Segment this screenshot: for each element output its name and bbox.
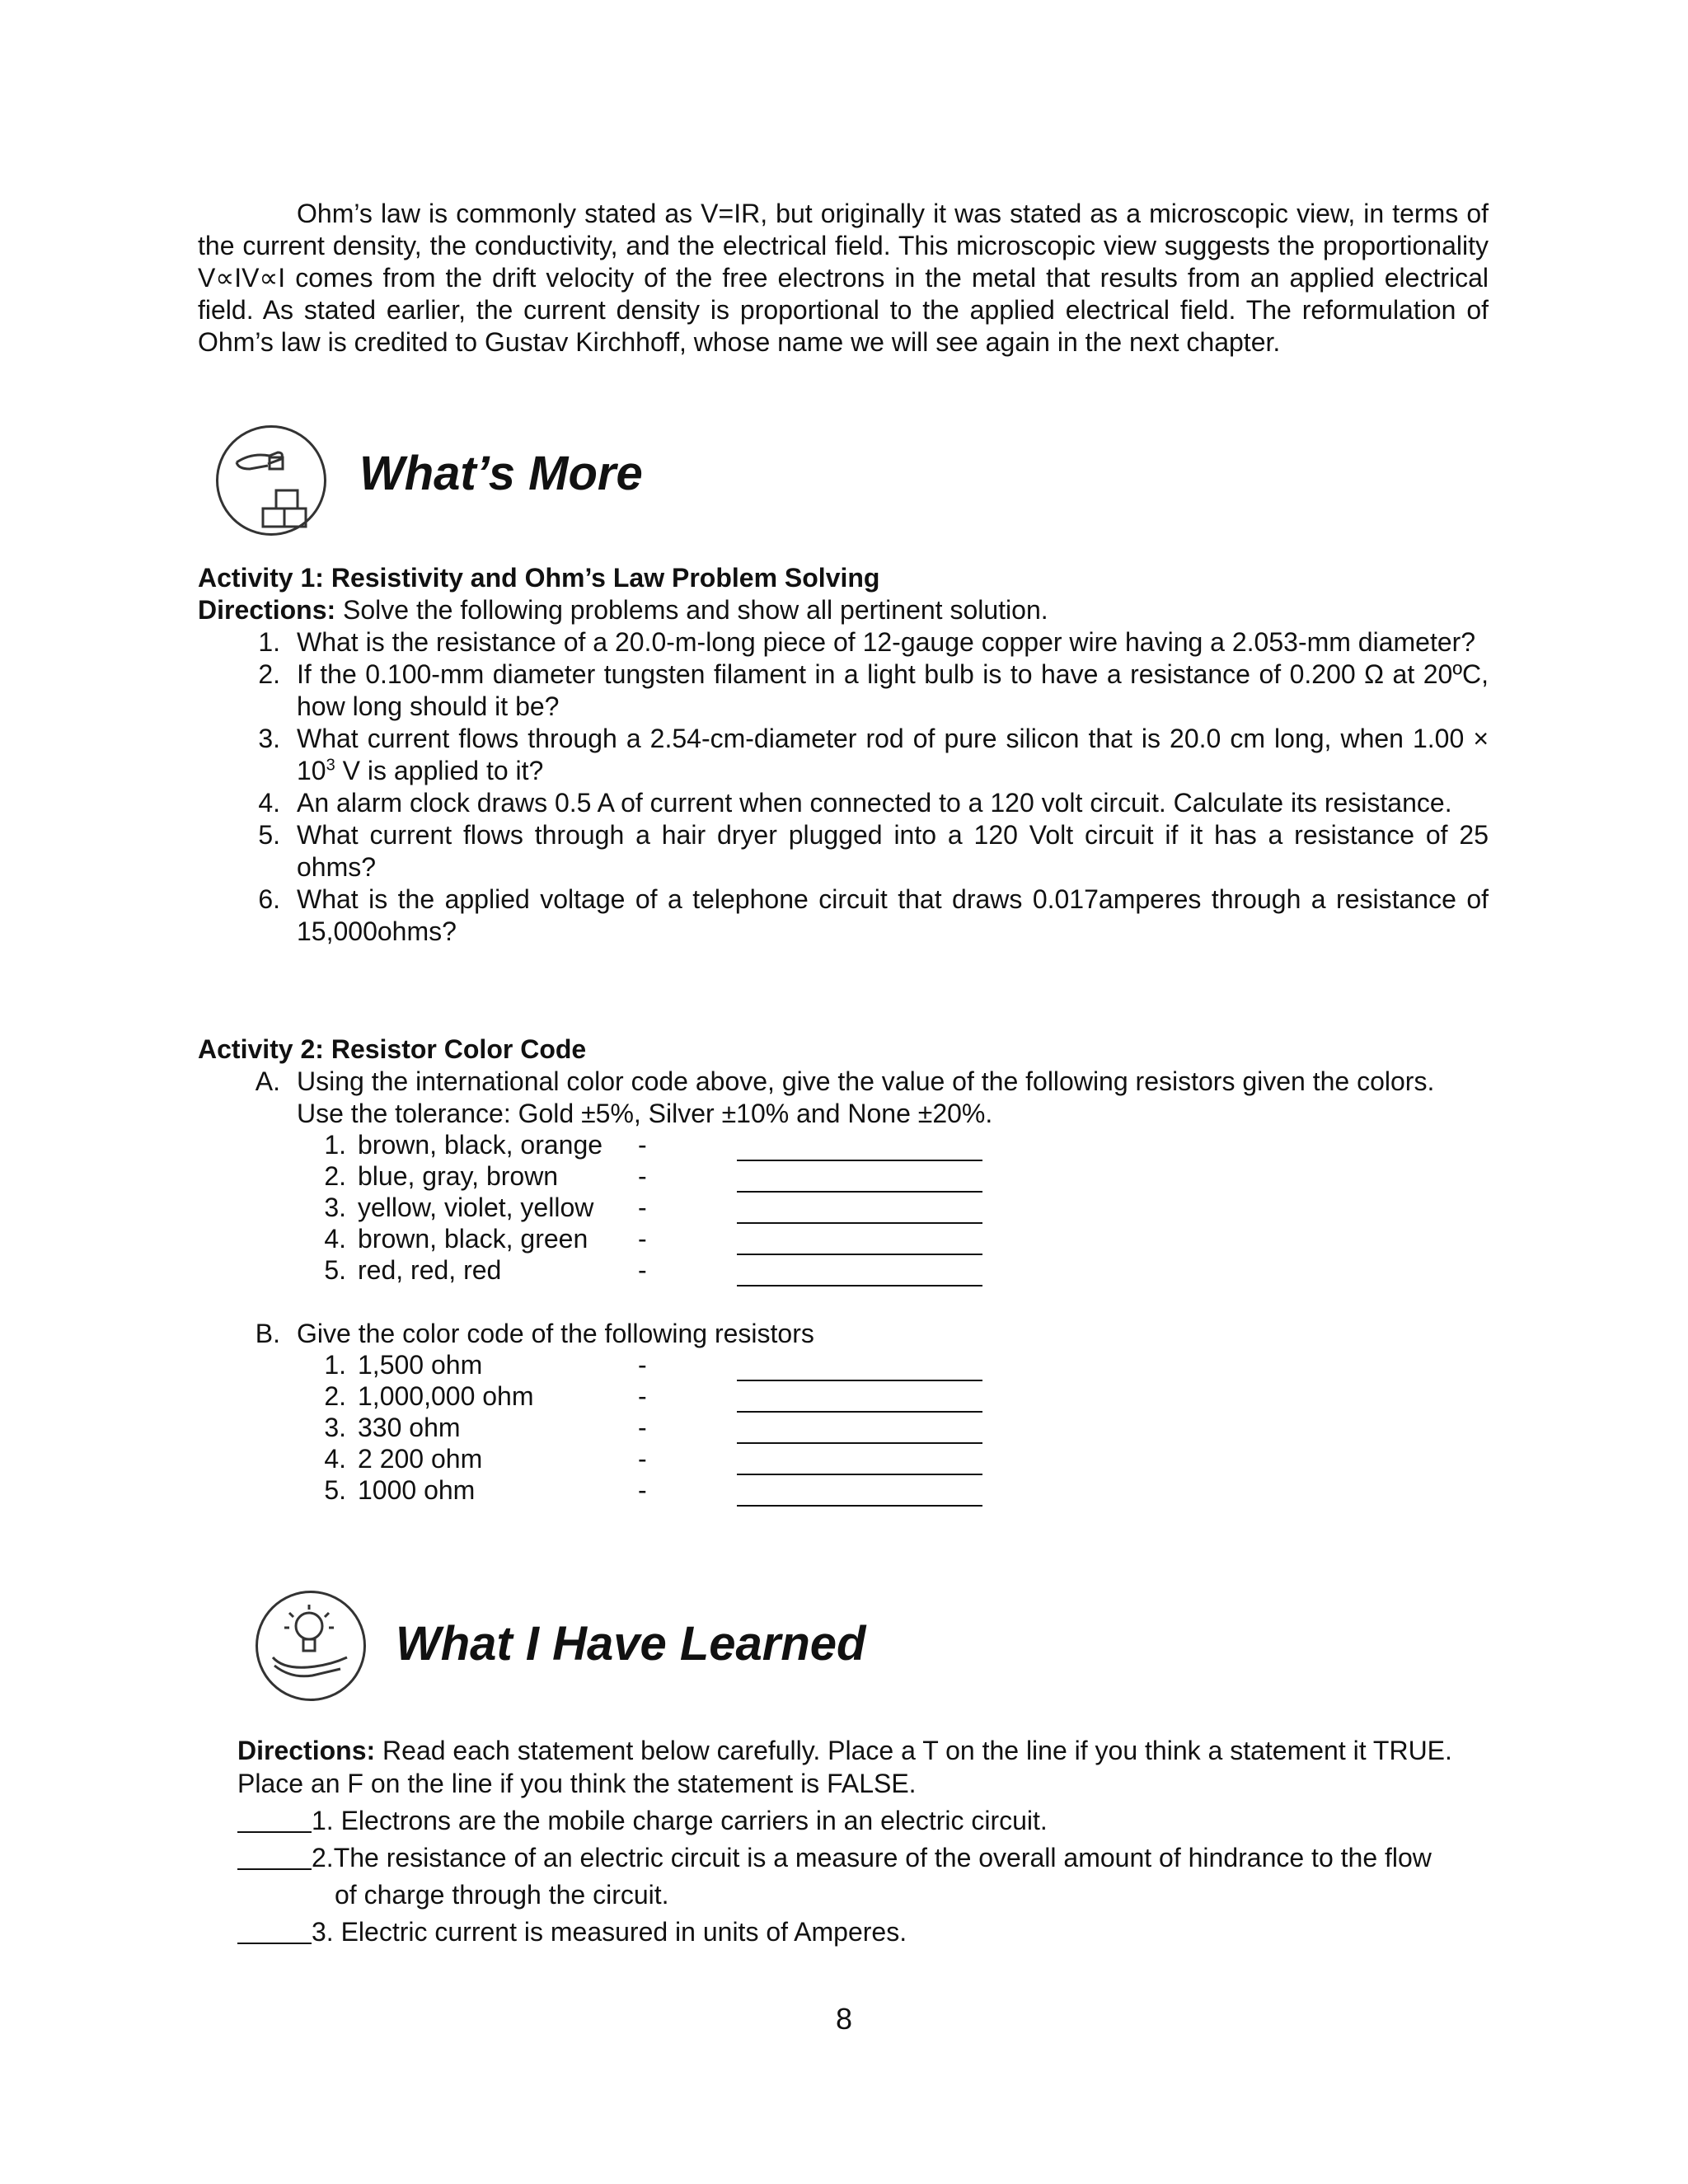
answer-blank[interactable] <box>737 1262 982 1286</box>
item-dash: - <box>638 1193 647 1222</box>
part-letter: A. <box>255 1066 280 1096</box>
answer-blank[interactable] <box>237 1842 312 1870</box>
list-item <box>231 883 1489 948</box>
item-number: 5. <box>324 1475 346 1505</box>
statement-continuation: of charge through the circuit. <box>335 1880 669 1910</box>
item-number: 1. <box>324 1350 346 1380</box>
learned-directions <box>237 1734 1490 1800</box>
page-number: 8 <box>835 2002 853 2036</box>
exponent: 3 <box>326 756 335 775</box>
answer-blank[interactable] <box>737 1137 982 1161</box>
item-dash: - <box>638 1161 647 1191</box>
item-dash: - <box>638 1255 647 1285</box>
whats-more-title: What’s More <box>359 447 643 500</box>
answer-blank[interactable] <box>737 1168 982 1193</box>
item-dash: - <box>638 1444 647 1474</box>
item-dash: - <box>638 1224 647 1254</box>
answer-blank[interactable] <box>737 1451 982 1475</box>
item-number: 2. <box>258 659 280 689</box>
statement-text: 2.The resistance of an electric circuit is a measure of the overall amount of hindrance to the flow <box>312 1843 1432 1872</box>
item-number: 3. <box>324 1193 346 1222</box>
item-number: 6. <box>258 884 280 914</box>
item-text: What is the resistance of a 20.0-m-long piece of 12-gauge copper wire having a 2.053-mm diameter? <box>297 627 1476 657</box>
activity-1-title: Activity 1: Resistivity and Ohm’s Law Problem Solving <box>198 563 880 593</box>
list-item <box>308 1444 1489 1475</box>
item-text: 2 200 ohm <box>358 1444 483 1474</box>
item-text: yellow, violet, yellow <box>358 1193 594 1222</box>
list-item <box>231 787 1489 819</box>
item-dash: - <box>638 1130 647 1160</box>
activity-1 <box>198 562 1489 948</box>
item-text: What is the applied voltage of a telephone circuit that draws 0.017amperes through a resistance of 15,000ohms? <box>297 884 1489 946</box>
true-false-item <box>237 1916 1490 1948</box>
list-item <box>308 1475 1489 1507</box>
answer-blank[interactable] <box>737 1482 982 1507</box>
item-text: What current flows through a hair dryer plugged into a 120 Volt circuit if it has a resistance of 25 ohms? <box>297 820 1489 882</box>
intro-text: Ohm’s law is commonly stated as V=IR, but originally it was stated as a microscopic view, in terms of the current density, the conductivity, and the electrical field. This microscopic view suggests the proportionality V∝IV∝I comes from the drift velocity of the free electrons in the metal that results from an applied electrical field. As stated earlier, the current density is proportional to the applied electrical field. The reformulation of Ohm’s law is credited to Gustav Kirchhoff, whose name we will see again in the next chapter. <box>198 199 1489 357</box>
item-dash: - <box>638 1381 647 1411</box>
directions-label: Directions: <box>198 595 336 625</box>
lightbulb-in-hand-icon <box>256 1591 366 1701</box>
statement-text: 1. Electrons are the mobile charge carriers in an electric circuit. <box>312 1806 1048 1835</box>
list-item <box>308 1224 1489 1255</box>
item-dash: - <box>638 1413 647 1442</box>
item-number: 1. <box>258 627 280 657</box>
answer-blank[interactable] <box>237 1805 312 1833</box>
item-text: brown, black, green <box>358 1224 588 1254</box>
item-number: 5. <box>258 820 280 850</box>
activity-2 <box>198 1033 1489 1507</box>
item-text: If the 0.100-mm diameter tungsten filament in a light bulb is to have a resistance of 0.200 Ω at 20ºC, how long should it be? <box>297 659 1489 721</box>
part-b-instructions: Give the color code of the following resistors <box>297 1319 814 1348</box>
item-dash: - <box>638 1350 647 1380</box>
item-number: 2. <box>324 1381 346 1411</box>
item-dash: - <box>638 1475 647 1505</box>
true-false-item <box>237 1842 1490 1874</box>
answer-blank[interactable] <box>737 1357 982 1381</box>
item-text-tail: V is applied to it? <box>335 756 544 785</box>
true-false-item <box>237 1805 1490 1837</box>
item-text: brown, black, orange <box>358 1130 603 1160</box>
answer-blank[interactable] <box>737 1419 982 1444</box>
item-number: 1. <box>324 1130 346 1160</box>
item-text: An alarm clock draws 0.5 A of current when connected to a 120 volt circuit. Calculate its resistance. <box>297 788 1452 818</box>
item-text: 1000 ohm <box>358 1475 476 1505</box>
hand-stacking-blocks-icon <box>216 425 326 536</box>
item-number: 2. <box>324 1161 346 1191</box>
directions-text: Read each statement below carefully. Place a T on the line if you think a statement it TRUE. Place an F on the line if you think the statement is FALSE. <box>237 1736 1452 1798</box>
item-text: 1,000,000 ohm <box>358 1381 534 1411</box>
intro-paragraph <box>198 198 1489 359</box>
part-a <box>198 1066 1489 1130</box>
item-text: 330 ohm <box>358 1413 461 1442</box>
list-item <box>231 819 1489 883</box>
item-text: 1,500 ohm <box>358 1350 483 1380</box>
part-b-items <box>198 1350 1489 1507</box>
item-number: 4. <box>324 1224 346 1254</box>
list-item <box>308 1255 1489 1286</box>
list-item <box>308 1350 1489 1381</box>
directions-label: Directions: <box>237 1736 376 1765</box>
part-letter: B. <box>255 1319 280 1348</box>
answer-blank[interactable] <box>737 1230 982 1255</box>
part-b <box>198 1318 1489 1350</box>
list-item <box>308 1161 1489 1193</box>
list-item <box>308 1413 1489 1444</box>
item-number: 4. <box>258 788 280 818</box>
list-item <box>308 1381 1489 1413</box>
what-i-have-learned-title: What I Have Learned <box>396 1617 866 1671</box>
list-item <box>231 723 1489 787</box>
statement-text: 3. Electric current is measured in units of Amperes. <box>312 1917 907 1947</box>
list-item <box>308 1193 1489 1224</box>
activity-1-directions <box>198 594 1489 626</box>
answer-blank[interactable] <box>737 1388 982 1413</box>
part-a-items <box>198 1130 1489 1286</box>
item-number: 3. <box>324 1413 346 1442</box>
item-text: blue, gray, brown <box>358 1161 559 1191</box>
item-number: 3. <box>258 724 280 753</box>
answer-blank[interactable] <box>237 1916 312 1944</box>
item-number: 5. <box>324 1255 346 1285</box>
item-text <box>280 723 1489 787</box>
learned-section <box>237 1734 1490 1948</box>
item-text-main: What current flows through a 2.54-cm-diameter rod of pure silicon that is 20.0 cm long, when 1.00 × 10 <box>297 724 1489 785</box>
answer-blank[interactable] <box>737 1199 982 1224</box>
item-number: 4. <box>324 1444 346 1474</box>
list-item <box>308 1130 1489 1161</box>
part-a-instructions: Using the international color code above, give the value of the following resistors given the colors. Use the tolerance: Gold ±5%, Silver ±10% and None ±20%. <box>297 1066 1435 1128</box>
list-item <box>231 658 1489 723</box>
activity-2-title: Activity 2: Resistor Color Code <box>198 1034 587 1064</box>
list-item <box>231 626 1489 658</box>
item-text: red, red, red <box>358 1255 502 1285</box>
directions-text: Solve the following problems and show all pertinent solution. <box>335 595 1048 625</box>
